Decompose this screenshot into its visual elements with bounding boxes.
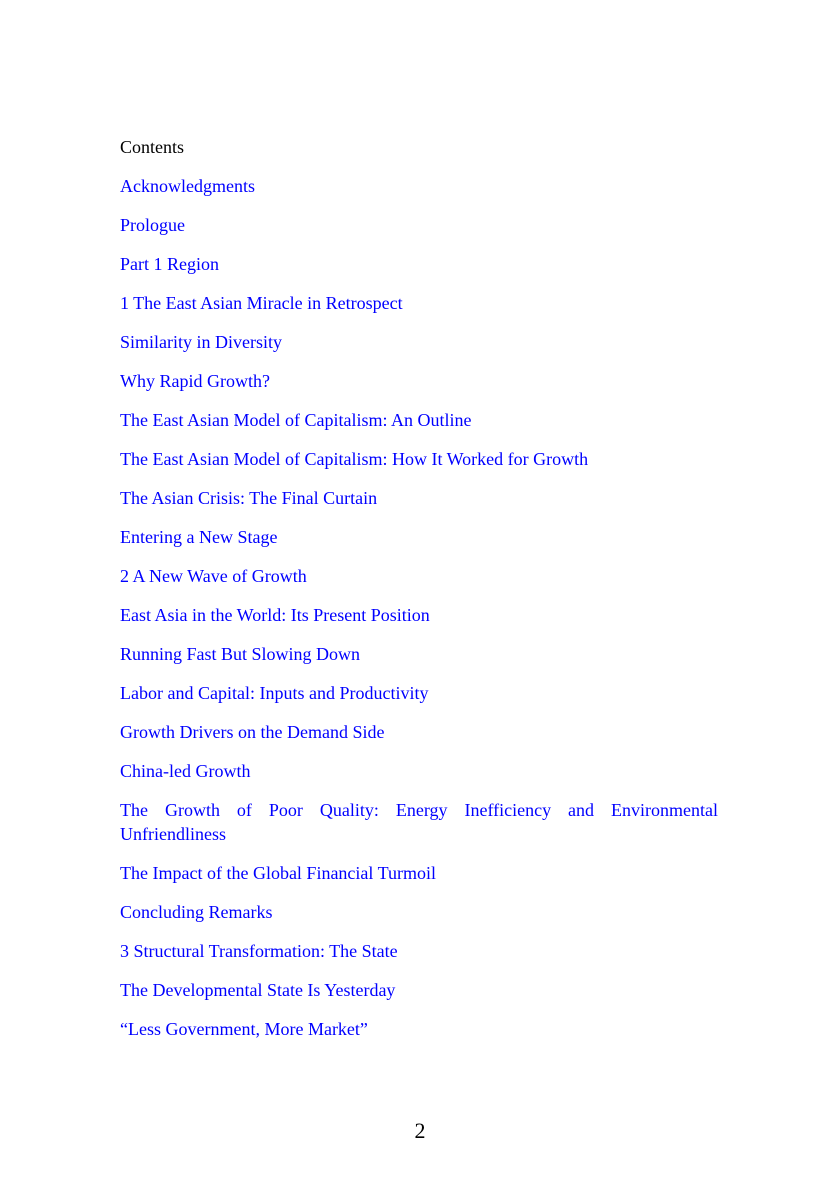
toc-link-chapter-2[interactable]: 2 A New Wave of Growth <box>120 566 307 586</box>
toc-list <box>120 174 718 1041</box>
toc-link-less-government[interactable]: “Less Government, More Market” <box>120 1019 368 1039</box>
toc-item <box>120 213 718 237</box>
toc-item <box>120 252 718 276</box>
toc-item <box>120 564 718 588</box>
toc-link-developmental-state[interactable]: The Developmental State Is Yesterday <box>120 980 396 1000</box>
page-number: 2 <box>414 1118 426 1143</box>
contents-heading: Contents <box>120 137 185 157</box>
toc-item <box>120 174 718 198</box>
toc-link-running-fast[interactable]: Running Fast But Slowing Down <box>120 644 361 664</box>
toc-item <box>120 978 718 1002</box>
toc-item <box>120 330 718 354</box>
toc-item <box>120 798 718 846</box>
toc-item <box>120 369 718 393</box>
toc-link-financial-turmoil[interactable]: The Impact of the Global Financial Turmoil <box>120 863 436 883</box>
toc-item <box>120 681 718 705</box>
toc-link-similarity-in-diversity[interactable]: Similarity in Diversity <box>120 332 282 352</box>
toc-item <box>120 1017 718 1041</box>
toc-item <box>120 291 718 315</box>
toc-item <box>120 603 718 627</box>
toc-link-model-outline[interactable]: The East Asian Model of Capitalism: An Outline <box>120 410 472 430</box>
toc-item <box>120 486 718 510</box>
toc-link-poor-quality-growth[interactable]: The Growth of Poor Quality: Energy Inefficiency and Environmental Unfriendliness <box>120 800 718 844</box>
toc-item <box>120 939 718 963</box>
toc-item <box>120 861 718 885</box>
toc-link-east-asia-in-world[interactable]: East Asia in the World: Its Present Position <box>120 605 430 625</box>
toc-link-china-led-growth[interactable]: China-led Growth <box>120 761 251 781</box>
toc-link-chapter-1[interactable]: 1 The East Asian Miracle in Retrospect <box>120 293 403 313</box>
toc-link-chapter-3[interactable]: 3 Structural Transformation: The State <box>120 941 398 961</box>
toc-link-prologue[interactable]: Prologue <box>120 215 185 235</box>
toc-item <box>120 720 718 744</box>
table-of-contents <box>120 135 718 1056</box>
toc-item <box>120 642 718 666</box>
toc-link-acknowledgments[interactable]: Acknowledgments <box>120 176 255 196</box>
toc-link-labor-and-capital[interactable]: Labor and Capital: Inputs and Productivity <box>120 683 429 703</box>
toc-link-part-1[interactable]: Part 1 Region <box>120 254 219 274</box>
toc-item <box>120 525 718 549</box>
toc-link-why-rapid-growth[interactable]: Why Rapid Growth? <box>120 371 270 391</box>
toc-item <box>120 447 718 471</box>
toc-item <box>120 900 718 924</box>
toc-item <box>120 759 718 783</box>
toc-link-concluding-remarks[interactable]: Concluding Remarks <box>120 902 273 922</box>
toc-link-new-stage[interactable]: Entering a New Stage <box>120 527 278 547</box>
toc-link-asian-crisis[interactable]: The Asian Crisis: The Final Curtain <box>120 488 378 508</box>
toc-link-growth-drivers[interactable]: Growth Drivers on the Demand Side <box>120 722 385 742</box>
toc-link-model-how-it-worked[interactable]: The East Asian Model of Capitalism: How It Worked for Growth <box>120 449 589 469</box>
toc-item <box>120 408 718 432</box>
